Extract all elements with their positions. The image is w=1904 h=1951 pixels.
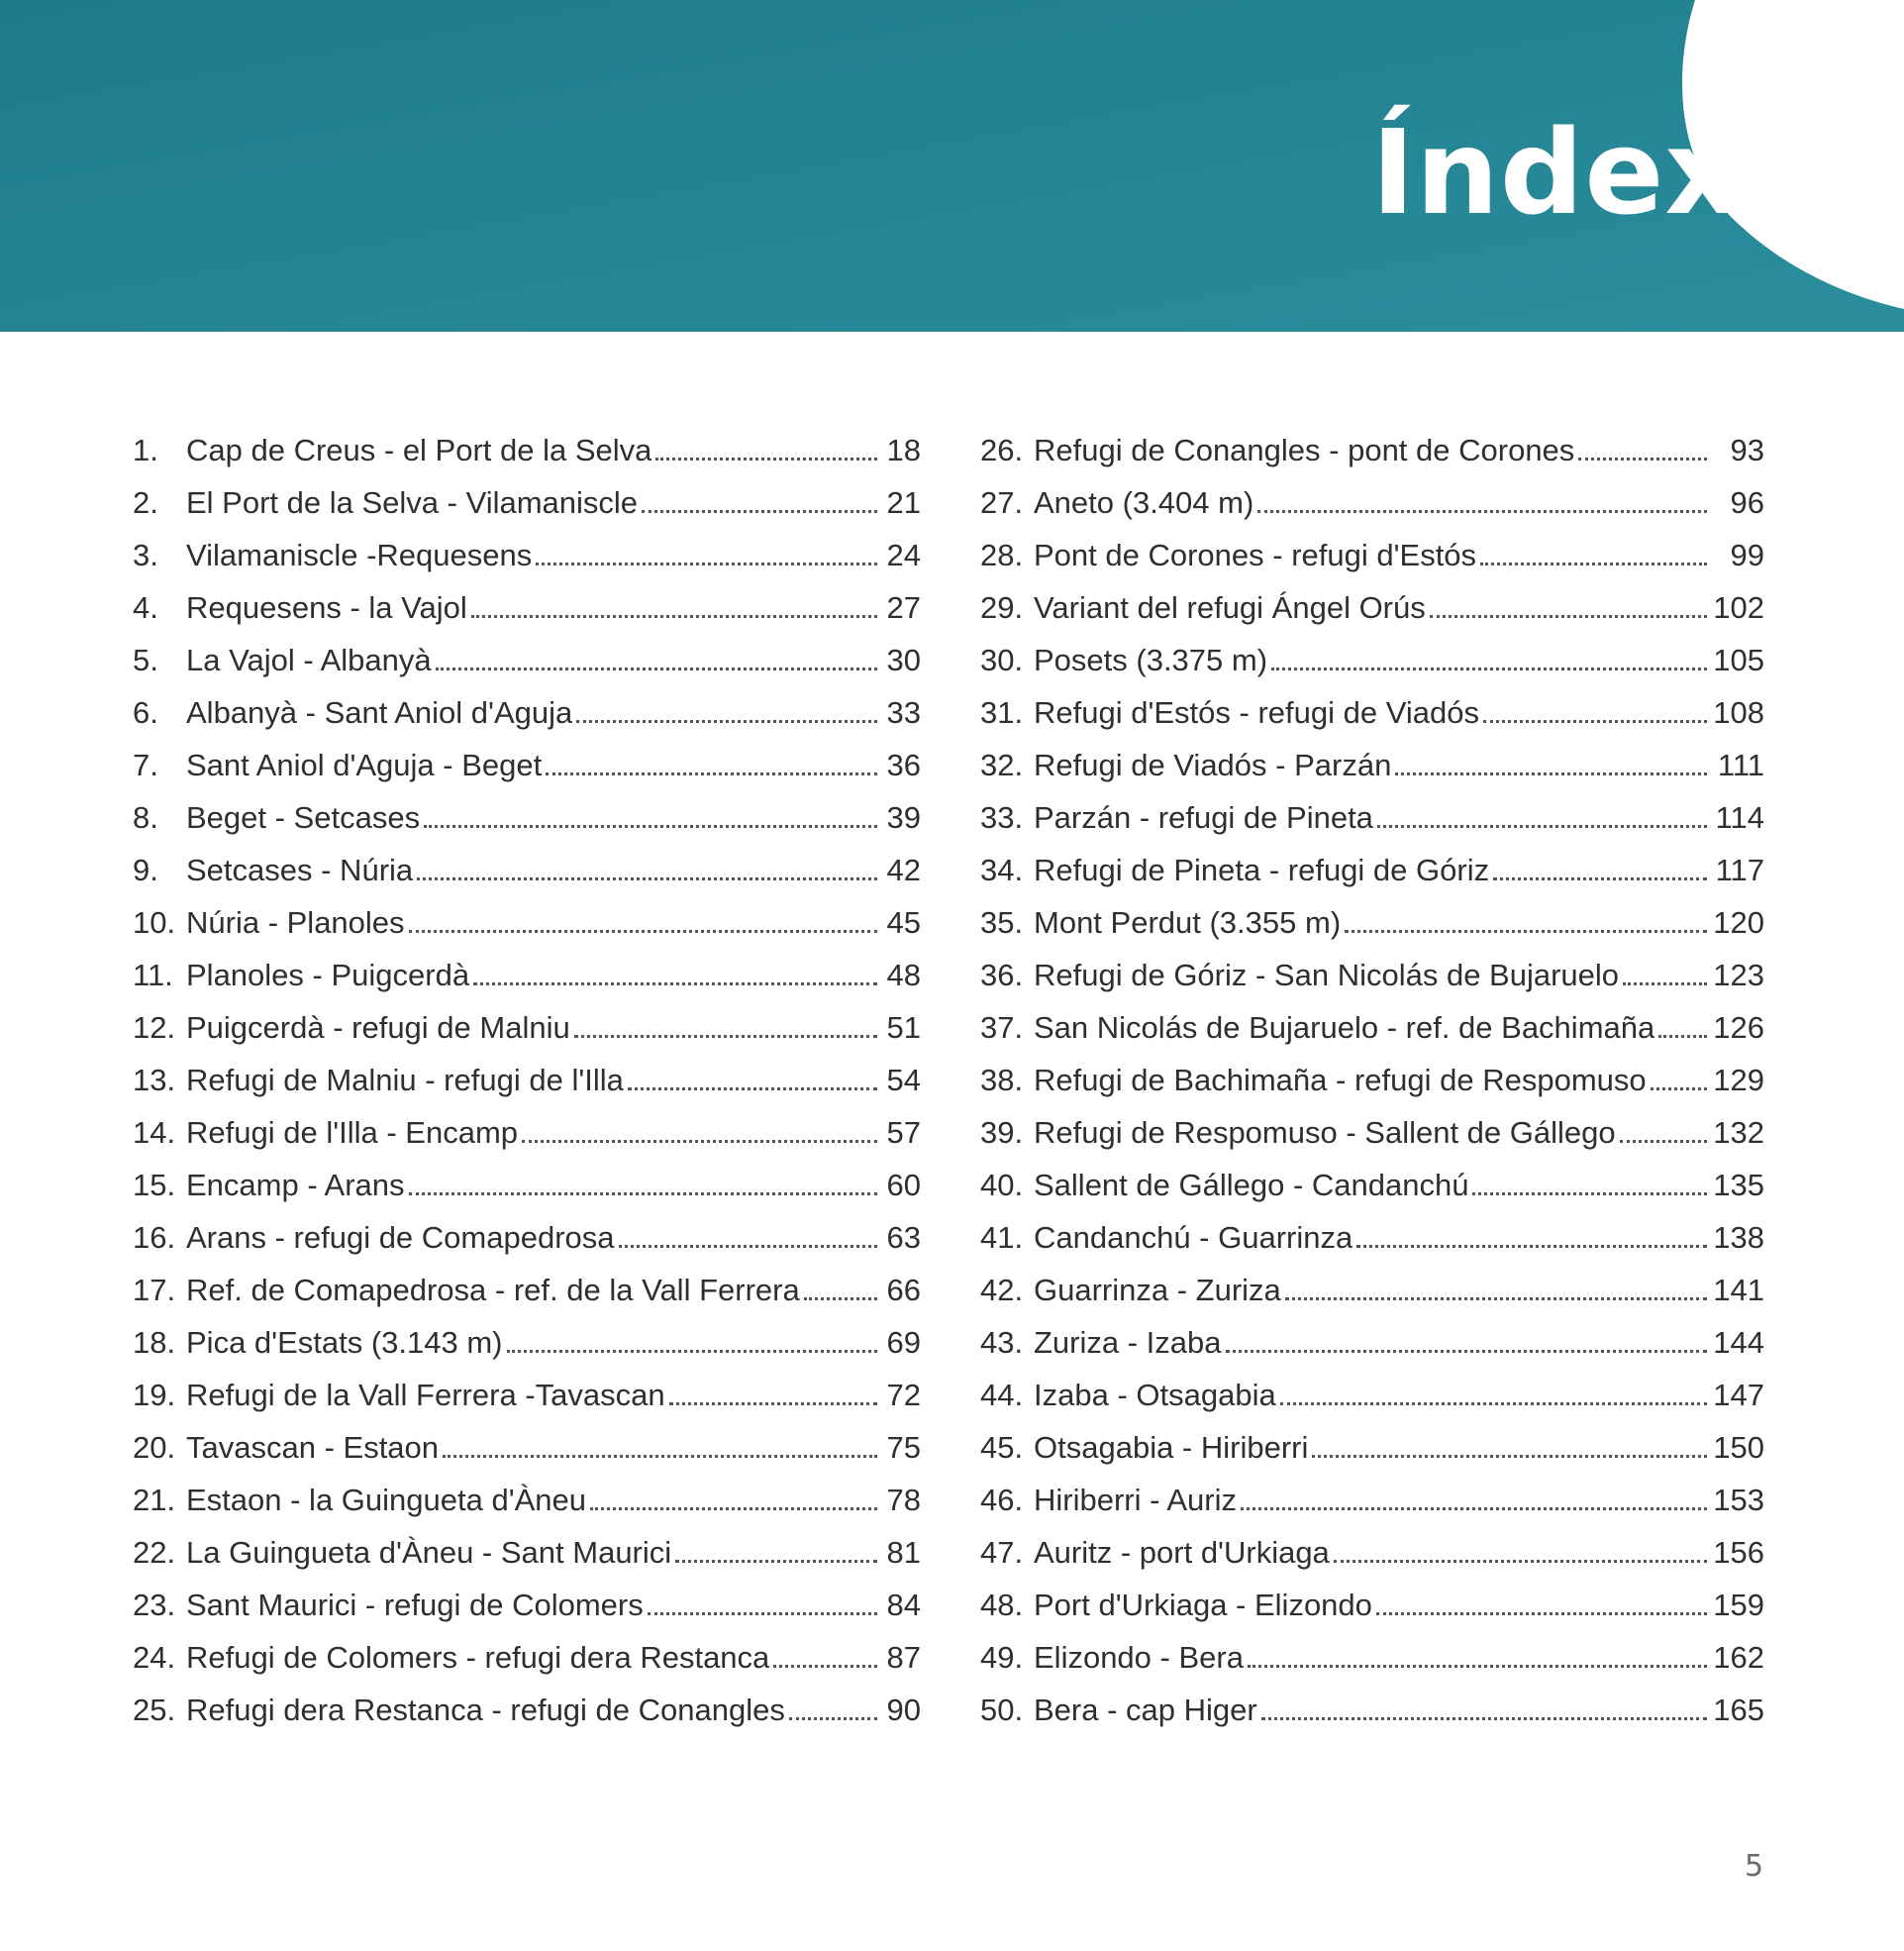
- toc-entry-title: Port d'Urkiaga - Elizondo: [1034, 1588, 1372, 1622]
- toc-entry: [980, 1421, 1764, 1474]
- toc-entry: [980, 1054, 1764, 1106]
- toc-entry: [133, 1211, 921, 1264]
- toc-dot-leader: [536, 563, 877, 565]
- toc-column-left: [133, 424, 921, 1736]
- toc-entry-title: Elizondo - Bera: [1034, 1640, 1244, 1675]
- toc-entry-page: 117: [1715, 853, 1764, 887]
- toc-dot-leader: [1271, 667, 1707, 670]
- toc-dot-leader: [1257, 510, 1707, 513]
- toc-entry-title: Sant Aniol d'Aguja - Beget: [186, 748, 543, 782]
- toc-dot-leader: [590, 1507, 877, 1510]
- toc-entry-page: 126: [1713, 1010, 1764, 1045]
- toc-entry-title: Refugi de Colomers - refugi dera Restanca: [186, 1640, 770, 1675]
- toc-entry-number: 24.: [133, 1640, 176, 1675]
- toc-entry: [980, 1001, 1764, 1054]
- toc-entry-number: 14.: [133, 1115, 176, 1150]
- toc-entry: [980, 634, 1764, 686]
- toc-entry-number: 10.: [133, 905, 176, 940]
- toc-entry-page: 153: [1713, 1483, 1764, 1517]
- toc-dot-leader: [1312, 1455, 1707, 1458]
- toc-entry-number: 28.: [980, 538, 1024, 572]
- toc-entry-number: 44.: [980, 1378, 1024, 1412]
- toc-entry-number: 2.: [133, 485, 158, 520]
- toc-entry: [980, 1474, 1764, 1526]
- toc-entry-page: 87: [886, 1640, 921, 1675]
- toc-entry-page: 45: [886, 905, 921, 940]
- toc-entry-number: 43.: [980, 1325, 1024, 1360]
- toc-entry-page: 165: [1713, 1693, 1764, 1727]
- toc-dot-leader: [1651, 1087, 1707, 1090]
- toc-entry-title: Sallent de Gállego - Candanchú: [1034, 1168, 1469, 1202]
- toc-entry: [133, 581, 921, 634]
- toc-entry-number: 4.: [133, 590, 158, 625]
- toc-entry-number: 42.: [980, 1273, 1024, 1307]
- toc-dot-leader: [675, 1560, 877, 1563]
- toc-entry: [980, 529, 1764, 581]
- toc-entry-title: Beget - Setcases: [186, 800, 421, 835]
- toc-entry-title: La Guingueta d'Àneu - Sant Maurici: [186, 1535, 672, 1570]
- toc-entry-title: Sant Maurici - refugi de Colomers: [186, 1588, 644, 1622]
- toc-entry-number: 49.: [980, 1640, 1024, 1675]
- toc-entry-page: 33: [886, 695, 921, 730]
- toc-dot-leader: [1280, 1402, 1707, 1405]
- toc-entry-title: Mont Perdut (3.355 m): [1034, 905, 1342, 940]
- toc-entry-number: 37.: [980, 1010, 1024, 1045]
- toc-dot-leader: [1241, 1507, 1707, 1510]
- toc-dot-leader: [642, 510, 877, 513]
- toc-dot-leader: [1493, 877, 1707, 880]
- toc-entry-number: 35.: [980, 905, 1024, 940]
- toc-entry-number: 19.: [133, 1378, 176, 1412]
- toc-entry-number: 9.: [133, 853, 158, 887]
- toc-entry-page: 21: [886, 485, 921, 520]
- toc-dot-leader: [1261, 1717, 1707, 1720]
- toc-entry-title: Refugi de la Vall Ferrera -Tavascan: [186, 1378, 665, 1412]
- toc-dot-leader: [1226, 1350, 1707, 1353]
- toc-entry: [133, 1054, 921, 1106]
- toc-entry-page: 99: [1730, 538, 1764, 572]
- toc-entry-page: 72: [886, 1378, 921, 1412]
- toc-entry-number: 21.: [133, 1483, 176, 1517]
- toc-entry-title: Refugi de Pineta - refugi de Góriz: [1034, 853, 1490, 887]
- toc-entry-title: Refugi dera Restanca - refugi de Conangles: [186, 1693, 785, 1727]
- toc-entry-page: 69: [886, 1325, 921, 1360]
- toc-entry-title: Albanyà - Sant Aniol d'Aguja: [186, 695, 573, 730]
- toc-entry-title: Ref. de Comapedrosa - ref. de la Vall Ferrera: [186, 1273, 800, 1307]
- toc-dot-leader: [1285, 1297, 1707, 1300]
- toc-dot-leader: [1377, 825, 1707, 828]
- toc-entry-page: 42: [886, 853, 921, 887]
- toc-entry-page: 54: [886, 1063, 921, 1097]
- toc-dot-leader: [507, 1350, 878, 1353]
- toc-entry-page: 93: [1730, 433, 1764, 467]
- toc-entry: [133, 529, 921, 581]
- toc-dot-leader: [1430, 615, 1707, 618]
- toc-dot-leader: [655, 458, 877, 461]
- toc-entry-number: 1.: [133, 433, 158, 467]
- toc-entry-number: 22.: [133, 1535, 176, 1570]
- toc-entry-title: Pont de Corones - refugi d'Estós: [1034, 538, 1477, 572]
- toc-entry-number: 30.: [980, 643, 1024, 677]
- toc-dot-leader: [1345, 930, 1707, 933]
- toc-entry: [133, 739, 921, 791]
- toc-entry-page: 123: [1713, 958, 1764, 992]
- toc-entry-page: 156: [1713, 1535, 1764, 1570]
- toc-dot-leader: [1356, 1245, 1707, 1248]
- toc-entry-page: 102: [1713, 590, 1764, 625]
- toc-entry-title: Hiriberri - Auriz: [1034, 1483, 1237, 1517]
- toc-entry-title: Encamp - Arans: [186, 1168, 405, 1202]
- toc-entry: [980, 1579, 1764, 1631]
- toc-entry-title: Puigcerdà - refugi de Malniu: [186, 1010, 570, 1045]
- toc-entry-title: Planoles - Puigcerdà: [186, 958, 470, 992]
- toc-entry-title: La Vajol - Albanyà: [186, 643, 432, 677]
- toc-entry-page: 27: [886, 590, 921, 625]
- toc-dot-leader: [619, 1245, 877, 1248]
- toc-dot-leader: [1472, 1192, 1707, 1195]
- toc-entry-number: 46.: [980, 1483, 1024, 1517]
- toc-dot-leader: [1376, 1612, 1707, 1615]
- toc-dot-leader: [648, 1612, 877, 1615]
- toc-dot-leader: [417, 877, 877, 880]
- toc-entry-title: El Port de la Selva - Vilamaniscle: [186, 485, 639, 520]
- toc-entry-page: 135: [1713, 1168, 1764, 1202]
- toc-entry-title: Otsagabia - Hiriberri: [1034, 1430, 1309, 1465]
- toc-entry: [980, 581, 1764, 634]
- toc-dot-leader: [1480, 563, 1707, 565]
- toc-entry: [133, 791, 921, 844]
- toc-dot-leader: [409, 1192, 877, 1195]
- toc-entry-page: 18: [886, 433, 921, 467]
- toc-entry: [133, 1579, 921, 1631]
- toc-entry: [980, 896, 1764, 949]
- toc-entry-number: 16.: [133, 1220, 176, 1255]
- toc-entry-number: 18.: [133, 1325, 176, 1360]
- toc-entry: [980, 424, 1764, 476]
- toc-entry: [133, 1316, 921, 1369]
- toc-entry-page: 24: [886, 538, 921, 572]
- toc-entry-title: Refugi de Viadós - Parzán: [1034, 748, 1392, 782]
- toc-entry: [133, 1526, 921, 1579]
- toc-entry-page: 66: [886, 1273, 921, 1307]
- toc-entry-page: 36: [886, 748, 921, 782]
- toc-entry-title: Aneto (3.404 m): [1034, 485, 1254, 520]
- toc-entry-number: 32.: [980, 748, 1024, 782]
- toc-entry: [980, 1526, 1764, 1579]
- toc-entry: [133, 844, 921, 896]
- toc-entry-page: 111: [1717, 748, 1764, 782]
- toc-entry-number: 31.: [980, 695, 1024, 730]
- toc-entry: [980, 791, 1764, 844]
- toc-entry: [980, 739, 1764, 791]
- toc-dot-leader: [473, 982, 877, 985]
- toc-entry-page: 39: [886, 800, 921, 835]
- toc-dot-leader: [1658, 1035, 1707, 1038]
- toc-entry-page: 132: [1713, 1115, 1764, 1150]
- toc-entry-title: Refugi de Malniu - refugi de l'Illa: [186, 1063, 624, 1097]
- toc-dot-leader: [773, 1665, 877, 1668]
- toc-entry-page: 138: [1713, 1220, 1764, 1255]
- toc-entry-number: 12.: [133, 1010, 176, 1045]
- toc-entry-number: 11.: [133, 958, 173, 992]
- toc-entry: [980, 1369, 1764, 1421]
- toc-entry-page: 96: [1730, 485, 1764, 520]
- toc-entry: [980, 1631, 1764, 1684]
- toc-entry-title: Cap de Creus - el Port de la Selva: [186, 433, 652, 467]
- toc-entry-title: San Nicolás de Bujaruelo - ref. de Bachimaña: [1034, 1010, 1655, 1045]
- toc-entry-number: 23.: [133, 1588, 176, 1622]
- toc-entry: [133, 1684, 921, 1736]
- toc-entry-number: 48.: [980, 1588, 1024, 1622]
- toc-entry-title: Estaon - la Guingueta d'Àneu: [186, 1483, 587, 1517]
- toc-dot-leader: [436, 667, 877, 670]
- toc-entry-number: 27.: [980, 485, 1024, 520]
- toc-entry-number: 29.: [980, 590, 1024, 625]
- toc-entry-page: 159: [1713, 1588, 1764, 1622]
- toc-entry-title: Izaba - Otsagabia: [1034, 1378, 1276, 1412]
- toc-entry-title: Núria - Planoles: [186, 905, 405, 940]
- toc-entry-page: 147: [1713, 1378, 1764, 1412]
- toc-entry: [133, 896, 921, 949]
- toc-entry: [133, 424, 921, 476]
- toc-entry-page: 60: [886, 1168, 921, 1202]
- toc-entry-number: 8.: [133, 800, 158, 835]
- toc-dot-leader: [443, 1455, 877, 1458]
- toc-entry-page: 144: [1713, 1325, 1764, 1360]
- toc-entry: [980, 1316, 1764, 1369]
- toc-entry: [133, 634, 921, 686]
- toc-dot-leader: [1623, 982, 1707, 985]
- toc-entry: [133, 1631, 921, 1684]
- toc-entry-page: 63: [886, 1220, 921, 1255]
- toc-dot-leader: [409, 930, 877, 933]
- toc-entry-page: 84: [886, 1588, 921, 1622]
- toc-entry-title: Vilamaniscle -Requesens: [186, 538, 533, 572]
- toc-dot-leader: [1578, 458, 1707, 461]
- toc-entry: [133, 1474, 921, 1526]
- toc-entry-page: 108: [1713, 695, 1764, 730]
- toc-entry-page: 150: [1713, 1430, 1764, 1465]
- toc-entry-page: 129: [1713, 1063, 1764, 1097]
- toc-dot-leader: [1483, 720, 1707, 723]
- toc-entry: [133, 476, 921, 529]
- toc-dot-leader: [522, 1140, 877, 1143]
- toc-dot-leader: [628, 1087, 877, 1090]
- page-number: 5: [1745, 1849, 1764, 1884]
- toc-column-right: [980, 424, 1764, 1736]
- toc-entry-number: 13.: [133, 1063, 176, 1097]
- toc-entry-number: 26.: [980, 433, 1024, 467]
- toc-entry-title: Refugi d'Estós - refugi de Viadós: [1034, 695, 1479, 730]
- toc-entry-title: Posets (3.375 m): [1034, 643, 1268, 677]
- toc-entry-title: Zuriza - Izaba: [1034, 1325, 1222, 1360]
- toc-entry-title: Auritz - port d'Urkiaga: [1034, 1535, 1330, 1570]
- toc-entry-page: 114: [1715, 800, 1764, 835]
- toc-dot-leader: [789, 1717, 877, 1720]
- toc-entry: [980, 1211, 1764, 1264]
- toc-entry: [980, 844, 1764, 896]
- toc-entry-title: Variant del refugi Ángel Orús: [1034, 590, 1426, 625]
- toc-entry-number: 6.: [133, 695, 158, 730]
- toc-dot-leader: [1395, 772, 1707, 775]
- toc-entry-number: 41.: [980, 1220, 1024, 1255]
- toc-entry-title: Arans - refugi de Comapedrosa: [186, 1220, 615, 1255]
- toc-entry: [133, 1264, 921, 1316]
- toc-entry-page: 162: [1713, 1640, 1764, 1675]
- toc-entry-title: Bera - cap Higer: [1034, 1693, 1257, 1727]
- toc-dot-leader: [1620, 1140, 1707, 1143]
- toc-entry-number: 34.: [980, 853, 1024, 887]
- toc-entry-number: 47.: [980, 1535, 1024, 1570]
- toc-entry-number: 33.: [980, 800, 1024, 835]
- toc-entry-title: Pica d'Estats (3.143 m): [186, 1325, 503, 1360]
- toc-entry-title: Refugi de Respomuso - Sallent de Gállego: [1034, 1115, 1616, 1150]
- toc-entry-number: 39.: [980, 1115, 1024, 1150]
- toc-entry: [980, 1106, 1764, 1159]
- toc-entry-title: Setcases - Núria: [186, 853, 414, 887]
- toc-entry: [980, 1264, 1764, 1316]
- toc-entry-title: Requesens - la Vajol: [186, 590, 467, 625]
- toc-dot-leader: [424, 825, 877, 828]
- toc-entry-title: Refugi de Conangles - pont de Corones: [1034, 433, 1575, 467]
- toc-entry-page: 78: [886, 1483, 921, 1517]
- toc-entry: [980, 1684, 1764, 1736]
- toc-entry-page: 141: [1713, 1273, 1764, 1307]
- toc-entry-title: Tavascan - Estaon: [186, 1430, 440, 1465]
- toc-entry-page: 51: [886, 1010, 921, 1045]
- toc-dot-leader: [1248, 1665, 1707, 1668]
- toc-entry-number: 38.: [980, 1063, 1024, 1097]
- toc-entry: [133, 949, 921, 1001]
- toc-entry: [980, 476, 1764, 529]
- toc-dot-leader: [1334, 1560, 1707, 1563]
- toc-entry-title: Guarrinza - Zuriza: [1034, 1273, 1281, 1307]
- toc-entry-number: 3.: [133, 538, 158, 572]
- toc-entry-number: 36.: [980, 958, 1024, 992]
- toc-dot-leader: [574, 1035, 877, 1038]
- toc-entry-page: 120: [1713, 905, 1764, 940]
- toc-entry-number: 40.: [980, 1168, 1024, 1202]
- toc-entry-title: Parzán - refugi de Pineta: [1034, 800, 1373, 835]
- toc-entry: [133, 1106, 921, 1159]
- toc-entry: [133, 1159, 921, 1211]
- toc-entry-title: Candanchú - Guarrinza: [1034, 1220, 1353, 1255]
- toc-entry: [980, 949, 1764, 1001]
- toc-entry-number: 50.: [980, 1693, 1024, 1727]
- toc-entry: [980, 686, 1764, 739]
- toc-entry: [133, 1421, 921, 1474]
- toc-entry-page: 57: [886, 1115, 921, 1150]
- toc-entry-title: Refugi de l'Illa - Encamp: [186, 1115, 519, 1150]
- page-title: Índex: [1371, 104, 1742, 241]
- toc-entry-number: 45.: [980, 1430, 1024, 1465]
- toc-dot-leader: [546, 772, 877, 775]
- toc-entry-number: 7.: [133, 748, 158, 782]
- toc-entry-number: 20.: [133, 1430, 176, 1465]
- toc-dot-leader: [669, 1402, 877, 1405]
- toc-entry-page: 30: [886, 643, 921, 677]
- toc-entry-number: 5.: [133, 643, 158, 677]
- toc-entry-title: Refugi de Góriz - San Nicolás de Bujaruelo: [1034, 958, 1620, 992]
- toc-entry-number: 25.: [133, 1693, 176, 1727]
- toc-entry-page: 90: [886, 1693, 921, 1727]
- toc-entry: [133, 1369, 921, 1421]
- toc-dot-leader: [804, 1297, 877, 1300]
- toc-dot-leader: [576, 720, 877, 723]
- toc-entry-page: 105: [1713, 643, 1764, 677]
- toc-entry: [980, 1159, 1764, 1211]
- toc-entry: [133, 1001, 921, 1054]
- toc-entry-page: 81: [886, 1535, 921, 1570]
- toc-entry: [133, 686, 921, 739]
- toc-entry-number: 17.: [133, 1273, 176, 1307]
- toc-dot-leader: [471, 615, 877, 618]
- toc-entry-page: 48: [886, 958, 921, 992]
- toc-entry-page: 75: [886, 1430, 921, 1465]
- toc-entry-number: 15.: [133, 1168, 176, 1202]
- toc-entry-title: Refugi de Bachimaña - refugi de Respomuso: [1034, 1063, 1647, 1097]
